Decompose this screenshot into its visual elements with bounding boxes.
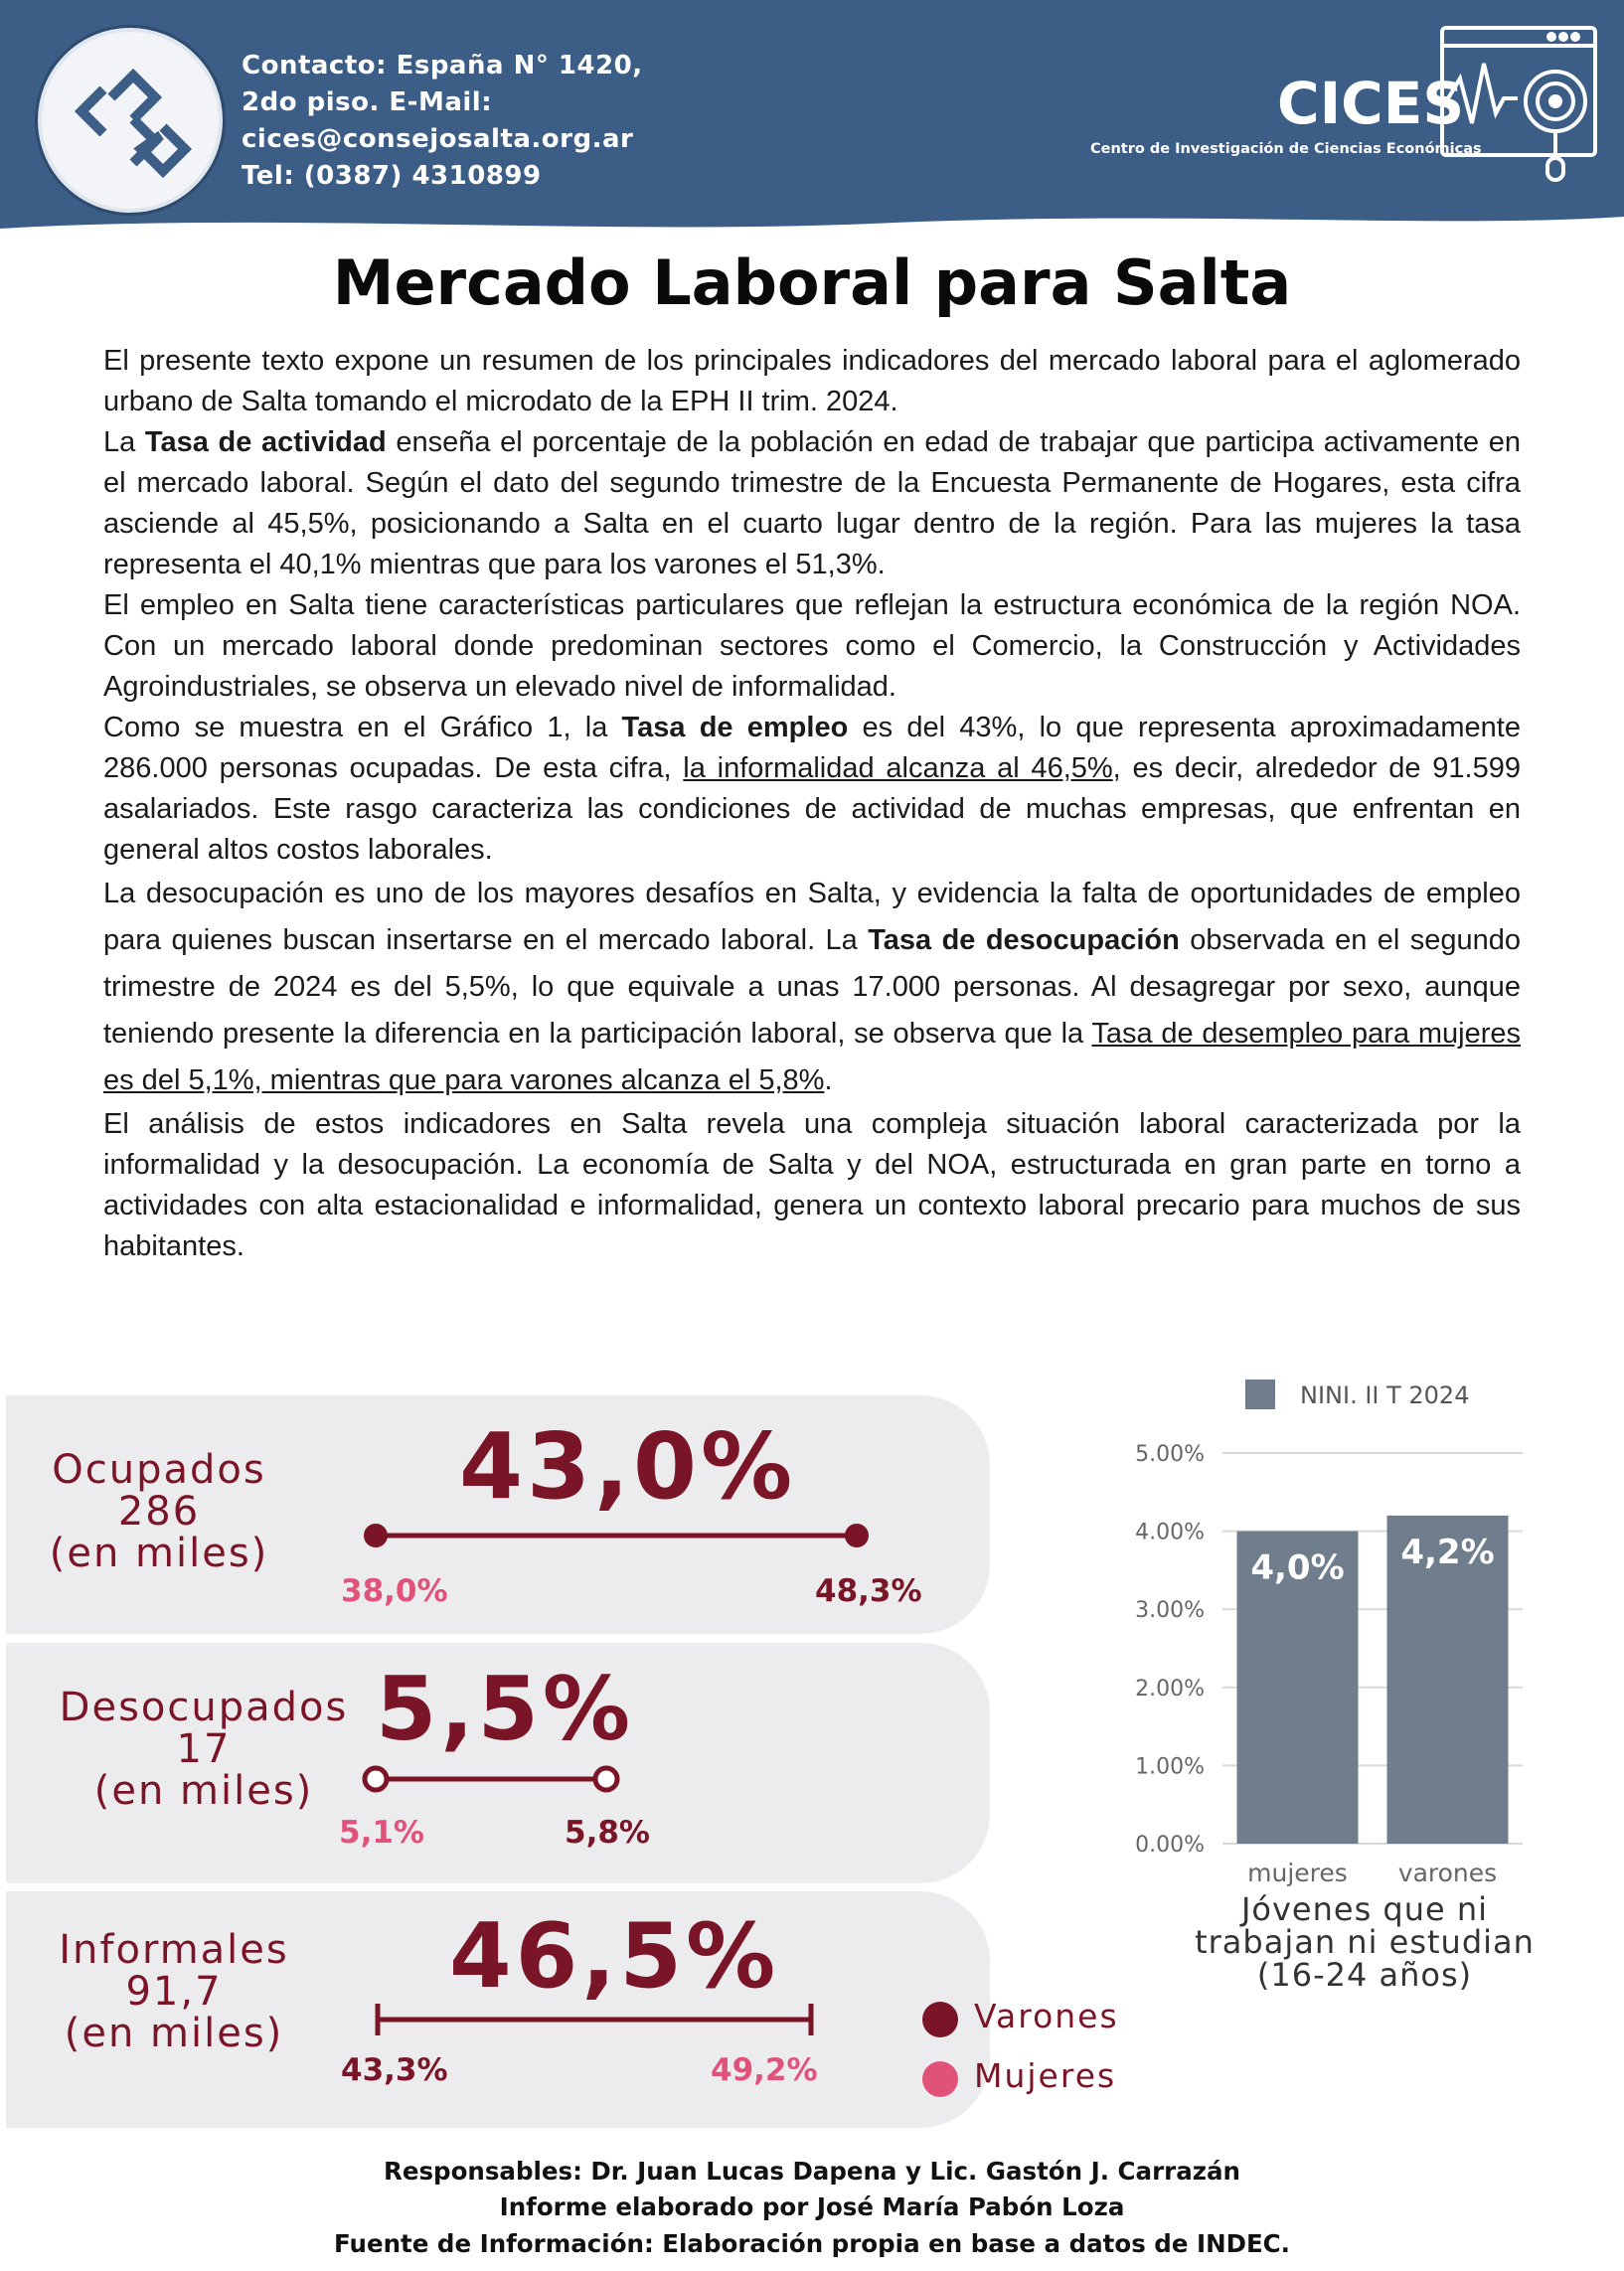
y-tick-label: 5.00%: [1135, 1442, 1205, 1467]
range-dot-varones: [595, 1768, 617, 1790]
stat-women-ocupados: 38,0%: [341, 1573, 448, 1609]
legend-dot-varones: [922, 2002, 958, 2037]
footer-fuente: Fuente de Información: Elaboración propia en base a datos de INDEC.: [334, 2229, 1290, 2258]
contact-address: Contacto: España N° 1420,: [242, 51, 643, 81]
caption-line: (16-24 años): [1256, 1956, 1473, 1994]
term-tasa-empleo: Tasa de empleo: [621, 712, 849, 743]
contact-email[interactable]: cices@consejosalta.org.ar: [242, 124, 634, 154]
stat-name: Informales: [59, 1927, 289, 1973]
nini-bar-chart: [1083, 1362, 1600, 1898]
page-title: Mercado Laboral para Salta: [332, 246, 1292, 319]
contact-floor: 2do piso. E-Mail:: [242, 87, 493, 117]
cices-monitor-icon: [1438, 24, 1599, 185]
y-tick-label: 0.00%: [1135, 1833, 1205, 1858]
text-run: .: [824, 1064, 833, 1096]
legend-label-mujeres: Mujeres: [974, 2056, 1117, 2095]
stat-unit: (en miles): [49, 1531, 269, 1576]
legend-dot-mujeres: [922, 2061, 958, 2097]
text-run: observada en el segundo trimestre de 2024 es del 5,5%, lo que equivale a unas 17.000 personas. Al desagregar por sexo, aunque teniendo presente la diferencia en la participación laboral, se observa que la: [103, 924, 1522, 1050]
stat-unit: (en miles): [93, 1768, 314, 1814]
range-desocupados: [358, 1759, 626, 1799]
text-run: La desocupación es uno de los mayores desafíos en Salta, y evidencia la falta de oportunidades de empleo para quienes buscan insertarse en el mercado laboral. La: [103, 878, 1521, 956]
stat-men-ocupados: 48,3%: [815, 1573, 922, 1609]
stat-women-desocupados: 5,1%: [339, 1815, 424, 1851]
stat-unit: (en miles): [64, 2011, 284, 2056]
text-run: enseña el porcentaje de la población en edad de trabajar que participa activamente en el mercado laboral. Según el dato del segundo trimestre de la Encuesta Permanente de Hogares, esta cifra asciende al 45,5%, posicionando a Salta en el cuarto lugar dentro de la región. Para las mujeres la tasa representa el 40,1% mientras que para los varones el 51,3%.: [103, 426, 1521, 580]
stat-count: 17: [176, 1726, 232, 1772]
x-category-label: varones: [1397, 1859, 1498, 1887]
term-tasa-desocupacion: Tasa de desocupación: [868, 924, 1180, 956]
range-dot-mujeres: [364, 1524, 388, 1547]
cpce-logo-mark: [42, 32, 219, 209]
cices-brand-name: CICES: [1277, 70, 1465, 137]
header-wave: [0, 207, 1624, 231]
stat-label-desocupados: [50, 1687, 358, 1812]
stat-name: Ocupados: [52, 1447, 266, 1493]
stat-label-ocupados: [20, 1449, 298, 1574]
chart-caption: [1151, 1890, 1578, 1994]
stat-value-ocupados: 43,0%: [459, 1413, 797, 1520]
stat-value-informales: 46,5%: [449, 1904, 780, 2009]
text-run: es del 43%, lo que representa aproximadamente 286.000 personas ocupadas. De esta cifra,: [103, 712, 1521, 784]
term-tasa-actividad: Tasa de actividad: [144, 426, 387, 458]
text-run: , es decir, alrededor de 91.599 asalariados. Este rasgo caracteriza las condiciones de actividad de muchas empresas, que enfrentan en general altos costos laborales.: [103, 752, 1521, 866]
underlined-informalidad: la informalidad alcanza al 46,5%: [683, 752, 1113, 784]
x-category-label: mujeres: [1247, 1859, 1348, 1887]
text-run: Como se muestra en el Gráfico 1, la: [103, 712, 622, 743]
contact-phone: Tel: (0387) 4310899: [242, 161, 542, 191]
bar-data-label: 4,2%: [1400, 1532, 1495, 1572]
cices-brand-subtitle: Centro de Investigación de Ciencias Económicas: [1090, 141, 1482, 157]
paragraph-empleo: [103, 708, 1521, 871]
report-body: [103, 341, 1521, 1267]
stat-name: Desocupados: [59, 1685, 349, 1730]
range-informales: [368, 1998, 825, 2041]
paragraph-empleo-noa: El empleo en Salta tiene características particulares que reflejan la estructura económica de la región NOA. Con un mercado laboral donde predominan sectores como el Comercio, la Construcción y Actividades Agroindustriales, se observa un elevado nivel de informalidad.: [103, 589, 1521, 703]
contact-block: [242, 48, 643, 195]
paragraph-conclusion: El análisis de estos indicadores en Salta revela una compleja situación laboral caracterizada por la informalidad y la desocupación. La economía de Salta y del NOA, estructurada en gran parte en torno a actividades con alta estacionalidad e informalidad, genera un contexto laboral precario para muchos de sus habitantes.: [103, 1108, 1521, 1262]
stat-men-desocupados: 5,8%: [565, 1815, 650, 1851]
cpce-logo: [38, 28, 223, 213]
stat-men-informales: 49,2%: [711, 2052, 818, 2088]
stat-label-informales: [30, 1929, 318, 2054]
y-tick-label: 4.00%: [1135, 1520, 1205, 1545]
caption-line: Jóvenes que ni: [1240, 1890, 1489, 1928]
stat-count: 286: [117, 1489, 201, 1535]
paragraph-desocupacion: [103, 871, 1521, 1104]
header-banner: [0, 0, 1624, 231]
stat-value-desocupados: 5,5%: [376, 1658, 635, 1760]
underlined-desempleo-sexo: Tasa de desempleo para mujeres es del 5,1%, mientras que para varones alcanza el 5,8%: [103, 1018, 1521, 1096]
caption-line: trabajan ni estudian: [1195, 1923, 1535, 1961]
footer-responsables: Responsables: Dr. Juan Lucas Dapena y Lic. Gastón J. Carrazán: [383, 2157, 1241, 2186]
range-ocupados: [358, 1516, 875, 1555]
legend-label-varones: Varones: [974, 1997, 1119, 2035]
paragraph-actividad: [103, 422, 1521, 585]
text-run: La: [103, 426, 145, 458]
range-dot-varones: [845, 1524, 869, 1547]
legend-swatch-nini: [1245, 1379, 1275, 1409]
footer-autor: Informe elaborado por José María Pabón Loza: [499, 2192, 1125, 2221]
legend-label-nini: NINI. II T 2024: [1300, 1381, 1470, 1409]
stat-count: 91,7: [125, 1969, 223, 2015]
bar-data-label: 4,0%: [1250, 1547, 1345, 1588]
stat-women-informales: 43,3%: [341, 2052, 448, 2088]
range-dot-mujeres: [365, 1768, 387, 1790]
paragraph-intro: El presente texto expone un resumen de los principales indicadores del mercado laboral para el aglomerado urbano de Salta tomando el microdato de la EPH II trim. 2024.: [103, 345, 1521, 417]
y-tick-label: 1.00%: [1135, 1754, 1205, 1780]
y-tick-label: 2.00%: [1135, 1676, 1205, 1702]
y-tick-label: 3.00%: [1135, 1598, 1205, 1624]
